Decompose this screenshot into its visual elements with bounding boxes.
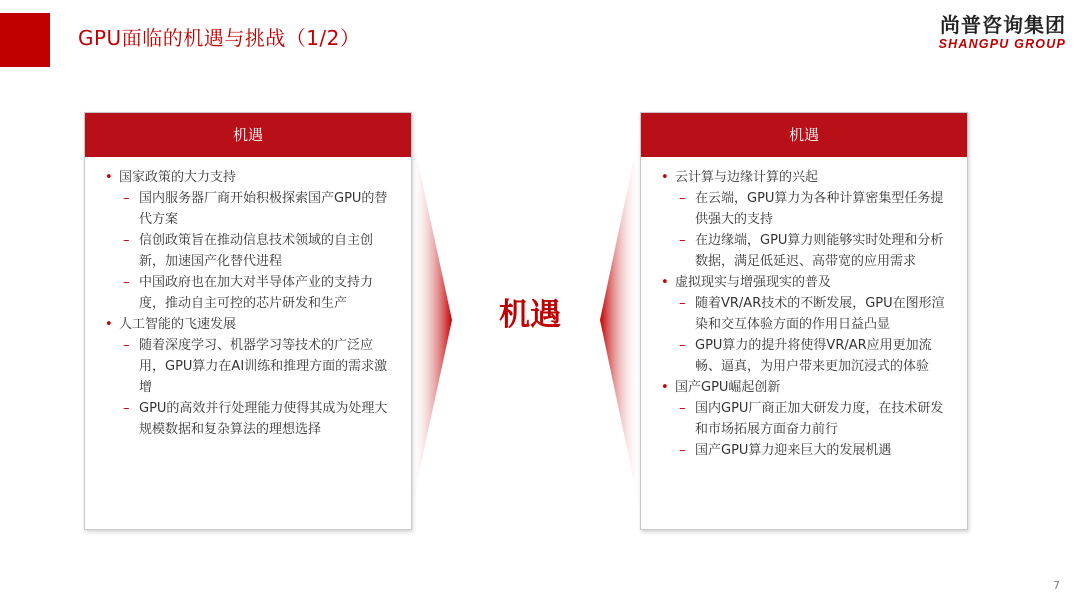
bullet-item: • 国产GPU崛起创新 [659,377,953,398]
left-arrow-shape [411,130,452,510]
bullet-item: • 云计算与边缘计算的兴起 [659,167,953,188]
sub-item: – 在边缘端，GPU算力则能够实时处理和分析数据，满足低延迟、高带宽的应用需求 [659,230,953,272]
left-panel [84,112,412,530]
right-panel-header: 机遇 [641,113,967,157]
sub-item: – 在云端，GPU算力为各种计算密集型任务提供强大的支持 [659,188,953,230]
sub-item: – 国产GPU算力迎来巨大的发展机遇 [659,440,953,461]
bullet-item: • 虚拟现实与增强现实的普及 [659,272,953,293]
sub-item: – 随着VR/AR技术的不断发展，GPU在图形渲染和交互体验方面的作用日益凸显 [659,293,953,335]
sub-item: – 国内GPU厂商正加大研发力度，在技术研发和市场拓展方面奋力前行 [659,398,953,440]
sub-item: – 随着深度学习、机器学习等技术的广泛应用，GPU算力在AI训练和推理方面的需求激增 [103,335,397,398]
right-panel [640,112,968,530]
sub-item: – GPU算力的提升将使得VR/AR应用更加流畅、逼真，为用户带来更加沉浸式的体验 [659,335,953,377]
sub-item: – 信创政策旨在推动信息技术领域的自主创新，加速国产化替代进程 [103,230,397,272]
center-label: 机遇 [499,297,561,333]
sub-item: – 中国政府也在加大对半导体产业的支持力度，推动自主可控的芯片研发和生产 [103,272,397,314]
sub-item: – 国内服务器厂商开始积极探索国产GPU的替代方案 [103,188,397,230]
left-panel-body [85,157,411,440]
logo-chinese-name: 尚普咨询集团 [940,13,1066,37]
page-title: GPU面临的机遇与挑战（1/2） [78,26,361,50]
right-panel-body [641,157,967,461]
sub-item: – GPU的高效并行处理能力使得其成为处理大规模数据和复杂算法的理想选择 [103,398,397,440]
right-arrow-shape [600,130,640,510]
bullet-item: • 国家政策的大力支持 [103,167,397,188]
bullet-item: • 人工智能的飞速发展 [103,314,397,335]
page-number: 7 [1053,579,1060,592]
logo-english-name: SHANGPU GROUP [938,37,1066,51]
left-panel-header: 机遇 [85,113,411,157]
